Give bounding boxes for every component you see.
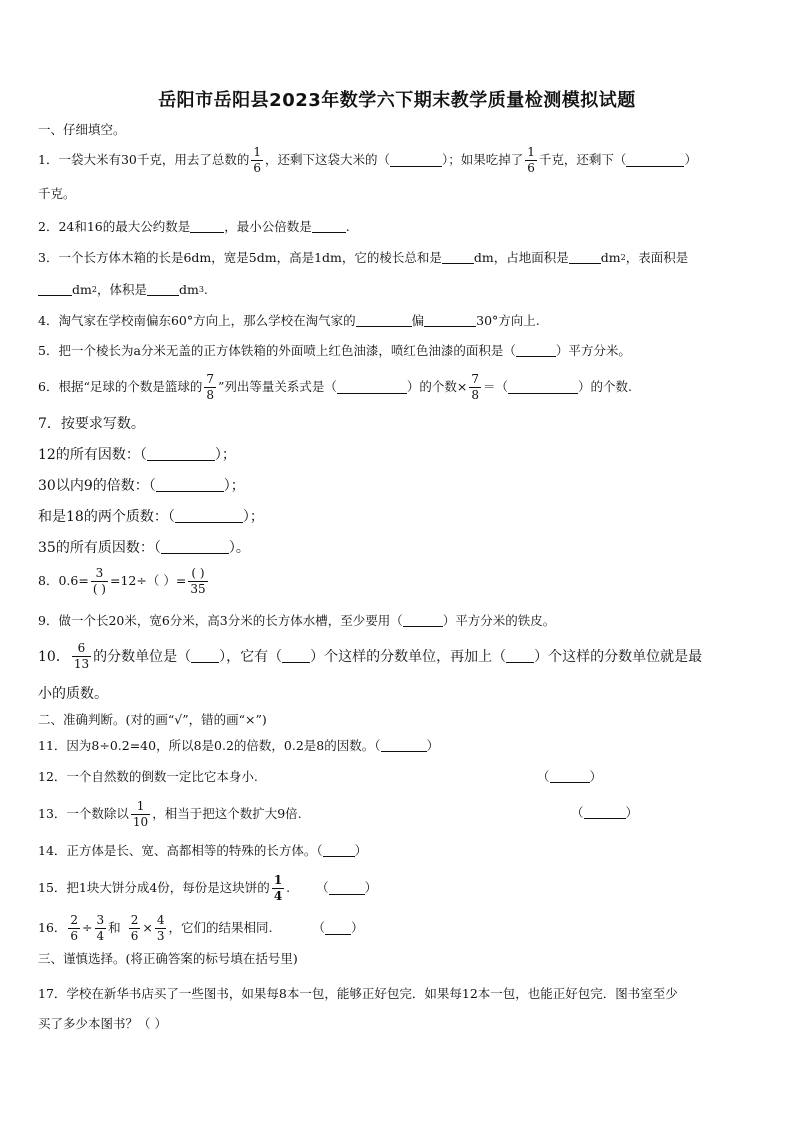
- q10-text-e: ）个这样的分数单位就是最: [534, 648, 703, 665]
- q17-text-a: 17．学校在新华书店买了一些图书，如果每8本一包，能够正好包完．如果每12本一包，也能正好包完．图书室至少: [38, 986, 678, 1001]
- q9-blank-1[interactable]: [403, 615, 443, 627]
- question-3: [38, 252, 688, 265]
- q4-blank-1[interactable]: [356, 315, 412, 327]
- question-7-line-2: [38, 479, 245, 493]
- q2-text-a: 2．24和16的最大公约数是: [38, 219, 191, 234]
- q12-text-b: （: [537, 769, 550, 784]
- question-14: [38, 845, 367, 858]
- q4-blank-2[interactable]: [424, 315, 476, 327]
- q1-blank-2[interactable]: [626, 155, 684, 167]
- question-17-line-2: [38, 1018, 167, 1031]
- q3-blank-1[interactable]: [442, 252, 474, 264]
- q6-text-b: ”列出等量关系式是（: [218, 379, 337, 395]
- q16-fraction-1: $\frac{2}{6}$: [70, 913, 79, 944]
- q16-operator-divide: ÷: [82, 920, 93, 936]
- question-7-line-4: [38, 541, 250, 555]
- q8-text-b: =12÷（ ）=: [110, 573, 187, 589]
- q5-text-b: ）平方分米。: [555, 343, 631, 358]
- question-3-line-2: [38, 284, 208, 297]
- q12-blank-1[interactable]: [550, 771, 590, 783]
- q1-text-c: ）；如果吃掉了: [442, 152, 524, 168]
- q1-blank-1[interactable]: [390, 155, 442, 167]
- q4-text-c: 30°方向上.: [476, 313, 540, 328]
- question-7-line-1: [38, 448, 236, 462]
- q16-fraction-3: $\frac{2}{6}$: [130, 913, 139, 944]
- q13-fraction: $\frac{1}{10}$: [132, 799, 149, 830]
- q16-text-b: ，它们的结果相同.: [168, 920, 273, 936]
- q3-text-c: dm: [600, 250, 621, 265]
- q10-text-c: ），它有（: [219, 648, 283, 665]
- q3-text-e: dm: [72, 282, 92, 297]
- question-1: [38, 146, 697, 175]
- q1-text-line2: 千克。: [38, 186, 76, 201]
- q16-text-mid: 和: [108, 920, 121, 936]
- q10-text-a: 10．: [38, 648, 70, 665]
- q8-fraction-2: $\frac{( )}{35}$: [190, 566, 206, 597]
- q13-text-d: ）: [625, 805, 639, 820]
- q6-text-d: ＝（: [483, 379, 509, 395]
- q3-text-h: .: [203, 282, 208, 297]
- question-7: [38, 417, 145, 431]
- question-7-line-3: [38, 510, 264, 524]
- q6-blank-2[interactable]: [508, 382, 578, 394]
- q2-blank-2[interactable]: [312, 221, 346, 233]
- q3-text-f: ，体积是: [96, 282, 147, 297]
- q14-text-b: ）: [354, 843, 368, 858]
- q15-text-d: ）: [364, 880, 378, 896]
- page-title: 岳阳市岳阳县2023年数学六下期末教学质量检测模拟试题: [158, 90, 636, 111]
- q7-l4-text-a: 35的所有质因数：（: [38, 540, 161, 556]
- q5-text-a: 5．把一个棱长为a分米无盖的正方体铁箱的外面喷上红色油漆，喷红色油漆的面积是（: [38, 343, 516, 358]
- q5-blank-1[interactable]: [516, 345, 556, 357]
- question-1-line-2: [38, 188, 76, 201]
- q11-text-b: ）: [426, 738, 440, 753]
- q4-text-b: 偏: [411, 313, 425, 328]
- q13-text-c: （: [571, 805, 584, 820]
- q7-blank-1[interactable]: [147, 449, 215, 461]
- q3-sup-3: 3: [198, 285, 204, 295]
- q7-l4-text-b: ）。: [228, 540, 250, 556]
- q7-blank-2[interactable]: [156, 480, 224, 492]
- q10-text-line2: 小的质数。: [38, 686, 108, 702]
- q16-fraction-4: $\frac{4}{3}$: [156, 913, 165, 944]
- q16-text-d: ）: [350, 920, 364, 936]
- q3-text-g: dm: [178, 282, 199, 297]
- q10-blank-1[interactable]: [191, 651, 219, 663]
- section-2-heading: [38, 714, 267, 727]
- q7-l3-text-a: 和是18的两个质数：（: [38, 509, 175, 525]
- q15-text-c: （: [316, 880, 329, 896]
- q16-operator-multiply: ×: [142, 920, 153, 936]
- q17-text-line2: 买了多少本图书？（ ）: [38, 1016, 167, 1031]
- q6-text-a: 6．根据“足球的个数是篮球的: [38, 379, 203, 395]
- q6-text-c: ）的个数×: [406, 379, 468, 395]
- q1-text-d: 千克，还剩下（: [538, 152, 627, 168]
- question-4: [38, 315, 540, 328]
- q7-blank-3[interactable]: [175, 511, 243, 523]
- q7-l3-text-b: ）；: [242, 509, 264, 525]
- q2-text-c: .: [345, 219, 350, 234]
- q9-text-b: ）平方分米的铁皮。: [442, 613, 556, 628]
- q6-fraction-1: $\frac{7}{8}$: [206, 372, 214, 403]
- q2-text-b: ，最小公倍数是: [224, 219, 312, 234]
- q10-fraction: $\frac{6}{13}$: [73, 641, 90, 672]
- q12-text-c: ）: [589, 769, 603, 784]
- q10-text-d: ）个这样的分数单位，再加上（: [310, 648, 507, 665]
- q1-fraction-2: $\frac{1}{6}$: [527, 145, 535, 176]
- q7-l1-text-a: 12的所有因数：（: [38, 447, 147, 463]
- question-16: [38, 914, 363, 943]
- q8-fraction-1: $\frac{3}{( )}$: [92, 566, 106, 597]
- q7-text-a: 7．按要求写数。: [38, 416, 145, 432]
- question-6: [38, 373, 632, 402]
- q16-fraction-2: $\frac{3}{4}$: [96, 913, 105, 944]
- q13-blank-1[interactable]: [584, 807, 626, 819]
- q10-blank-2[interactable]: [282, 651, 310, 663]
- question-11: [38, 740, 439, 753]
- q2-blank-1[interactable]: [190, 221, 224, 233]
- q15-fraction: $\frac{1}{4}$: [273, 873, 283, 904]
- q15-text-a: 15．把1块大饼分成4份，每份是这块饼的: [38, 880, 270, 896]
- q4-text-a: 4．淘气家在学校南偏东60°方向上，那么学校在淘气家的: [38, 313, 356, 328]
- q7-l2-text-a: 30以内9的倍数：（: [38, 478, 156, 494]
- section-3-text: 三、谨慎选择。(将正确答案的标号填在括号里): [38, 951, 298, 966]
- q6-blank-1[interactable]: [337, 382, 407, 394]
- q11-text-a: 11．因为8÷0.2=40，所以8是0.2的倍数，0.2是8的因数。（: [38, 738, 381, 753]
- q14-text-a: 14．正方体是长、宽、高都相等的特殊的长方体。（: [38, 843, 323, 858]
- question-13: [38, 800, 302, 829]
- q15-blank-1[interactable]: [329, 883, 365, 895]
- q14-blank-1[interactable]: [323, 845, 355, 857]
- q1-fraction-1: $\frac{1}{6}$: [253, 145, 261, 176]
- q6-fraction-2: $\frac{7}{8}$: [471, 372, 480, 403]
- question-12: [38, 771, 258, 784]
- q6-text-e: ）的个数.: [578, 379, 633, 395]
- question-10-line-2: [38, 687, 108, 701]
- q10-blank-3[interactable]: [506, 651, 534, 663]
- section-2-text: 二、准确判断。(对的画“√”，错的画“×”): [38, 712, 267, 727]
- q3-text-a: 3．一个长方体木箱的长是6dm，宽是5dm，高是1dm，它的棱长总和是: [38, 250, 442, 265]
- q1-text-e: ）: [684, 152, 697, 168]
- q9-text-a: 9．做一个长20米，宽6分米，高3分米的长方体水槽，至少要用（: [38, 613, 403, 628]
- question-17: [38, 988, 678, 1001]
- q3-blank-2[interactable]: [569, 252, 601, 264]
- q15-text-b: .: [286, 880, 291, 896]
- section-3-heading: [38, 953, 298, 966]
- section-1-heading: [38, 124, 126, 137]
- question-10: [38, 642, 702, 671]
- q11-blank-1[interactable]: [381, 740, 427, 752]
- q1-text-b: ，还剩下这袋大米的（: [265, 152, 391, 168]
- question-8: [38, 567, 210, 596]
- q3-sup-2: 2: [91, 285, 97, 295]
- q13-text-a: 13．一个数除以: [38, 806, 129, 822]
- q16-text-a: 16．: [38, 920, 67, 936]
- q1-text-a: 1．一袋大米有30千克，用去了总数的: [38, 152, 250, 168]
- question-5: [38, 345, 631, 358]
- question-2: [38, 221, 350, 234]
- q13-text-b: ，相当于把这个数扩大9倍.: [152, 806, 302, 822]
- section-1-text: 一、仔细填空。: [38, 122, 126, 137]
- question-12-answer: [537, 771, 602, 784]
- q3-text-b: dm，占地面积是: [473, 250, 569, 265]
- q3-text-d: ，表面积是: [625, 250, 689, 265]
- q3-sup-1: 2: [620, 253, 626, 263]
- q3-blank-3[interactable]: [38, 284, 72, 296]
- q10-text-b: 的分数单位是（: [93, 648, 192, 665]
- q7-l1-text-b: ）；: [214, 447, 236, 463]
- question-9: [38, 615, 555, 628]
- question-15: [38, 874, 377, 903]
- question-13-answer: [571, 807, 638, 820]
- q7-l2-text-b: ）；: [223, 478, 245, 494]
- q7-blank-4[interactable]: [161, 542, 229, 554]
- q16-blank-1[interactable]: [325, 923, 351, 935]
- q3-blank-4[interactable]: [147, 284, 179, 296]
- q16-text-c: （: [312, 920, 325, 936]
- q12-text-a: 12．一个自然数的倒数一定比它本身小.: [38, 769, 258, 784]
- q8-text-a: 8．0.6=: [38, 573, 89, 589]
